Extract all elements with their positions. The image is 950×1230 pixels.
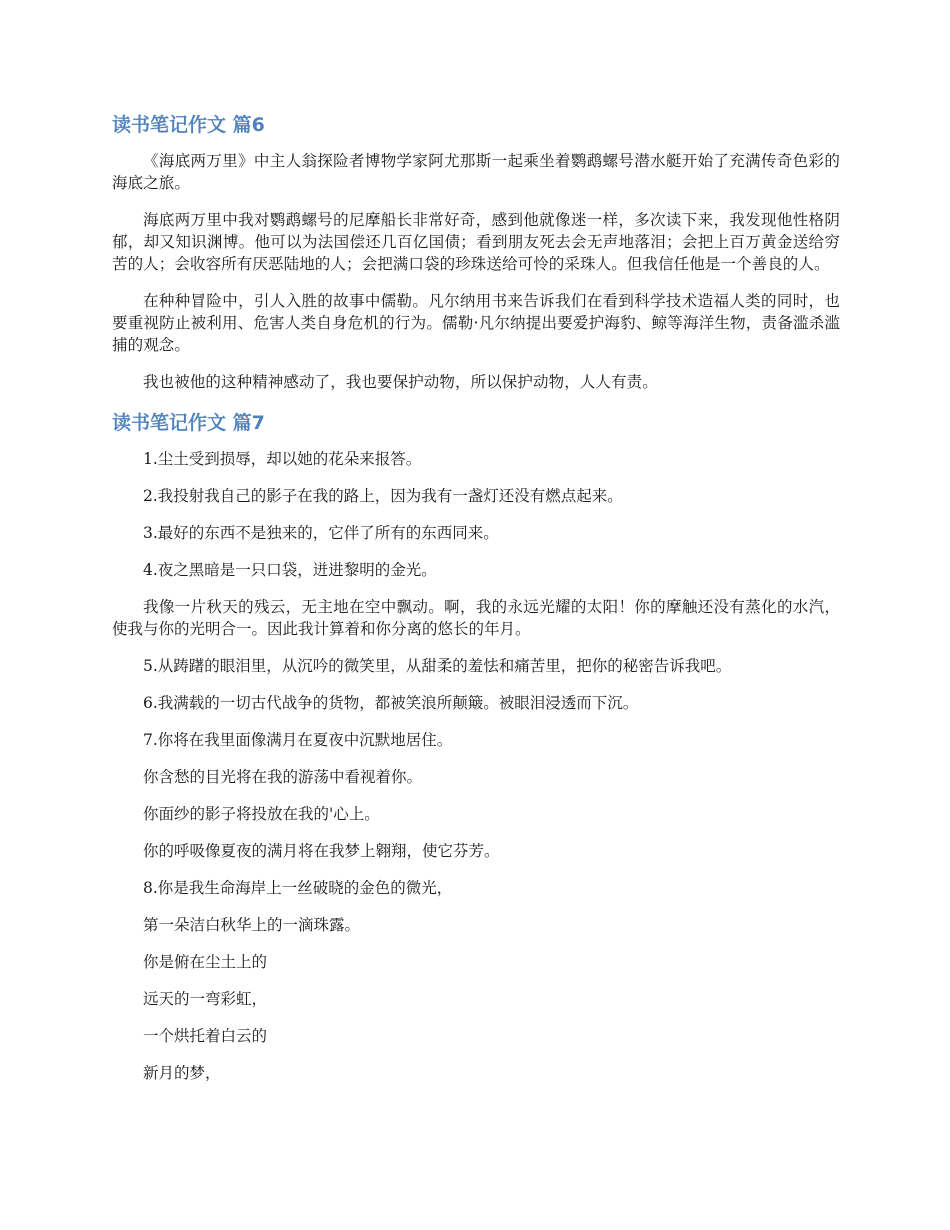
quote-line: 一个烘托着白云的 bbox=[143, 1027, 268, 1045]
quote-paragraph: 我像一片秋天的残云，无主地在空中飘动。啊，我的永远光耀的太阳！你的摩触还没有蒸化的水汽，使我与你的光明合一。因此我计算着和你分离的悠长的年月。 bbox=[112, 598, 840, 638]
section-heading-6: 读书笔记作文 篇6 bbox=[112, 114, 265, 136]
quote-line: 你面纱的影子将投放在我的'心上。 bbox=[143, 805, 380, 823]
document-page bbox=[112, 110, 840, 1099]
paragraph: 我也被他的这种精神感动了，我也要保护动物，所以保护动物，人人有责。 bbox=[143, 373, 658, 391]
quote-line: 6.我满载的一切古代战争的货物，都被笑浪所颠簸。被眼泪浸透而下沉。 bbox=[143, 694, 639, 712]
quote-line: 第一朵洁白秋华上的一滴珠露。 bbox=[143, 916, 361, 934]
paragraph: 《海底两万里》中主人翁探险者博物学家阿尤那斯一起乘坐着鹦鹉螺号潜水艇开始了充满传奇色彩的海底之旅。 bbox=[112, 152, 840, 192]
quote-line: 1.尘土受到损辱，却以她的花朵来报答。 bbox=[143, 450, 422, 468]
quote-line: 2.我投射我自己的影子在我的路上，因为我有一盏灯还没有燃点起来。 bbox=[143, 487, 623, 505]
quote-line: 新月的梦， bbox=[143, 1064, 221, 1082]
quote-paragraph: 5.从踌躇的眼泪里，从沉吟的微笑里，从甜柔的羞怯和痛苦里，把你的秘密告诉我吧。 bbox=[143, 657, 732, 675]
quote-line: 你是俯在尘土上的 bbox=[143, 953, 268, 971]
paragraph: 在种种冒险中，引人入胜的故事中儒勒。凡尔纳用书来告诉我们在看到科学技术造福人类的同时，也要重视防止被利用、危害人类自身危机的行为。儒勒·凡尔纳提出要爱护海豹、鲸等海洋生物，责备滥杀滥捕的观念。 bbox=[112, 292, 840, 354]
section-heading-7: 读书笔记作文 篇7 bbox=[112, 412, 265, 434]
quote-line: 3.最好的东西不是独来的，它伴了所有的东西同来。 bbox=[143, 524, 499, 542]
quote-line: 远天的一弯彩虹， bbox=[143, 990, 268, 1008]
quote-line: 你含愁的目光将在我的游荡中看视着你。 bbox=[143, 768, 423, 786]
quote-line: 4.夜之黑暗是一只口袋，迸进黎明的金光。 bbox=[143, 561, 437, 579]
quote-line: 7.你将在我里面像满月在夏夜中沉默地居住。 bbox=[143, 731, 453, 749]
paragraph: 海底两万里中我对鹦鹉螺号的尼摩船长非常好奇，感到他就像迷一样，多次读下来，我发现他性格阴郁，却又知识渊博。他可以为法国偿还几百亿国债；看到朋友死去会无声地落泪；会把上百万黄金送给穷苦的人；会收容所有厌恶陆地的人；会把满口袋的珍珠送给可怜的采珠人。但我信任他是一个善良的人。 bbox=[112, 211, 840, 273]
quote-line: 你的呼吸像夏夜的满月将在我梦上翱翔，使它芬芳。 bbox=[143, 842, 500, 860]
quote-line: 8.你是我生命海岸上一丝破晓的金色的微光， bbox=[143, 879, 453, 897]
